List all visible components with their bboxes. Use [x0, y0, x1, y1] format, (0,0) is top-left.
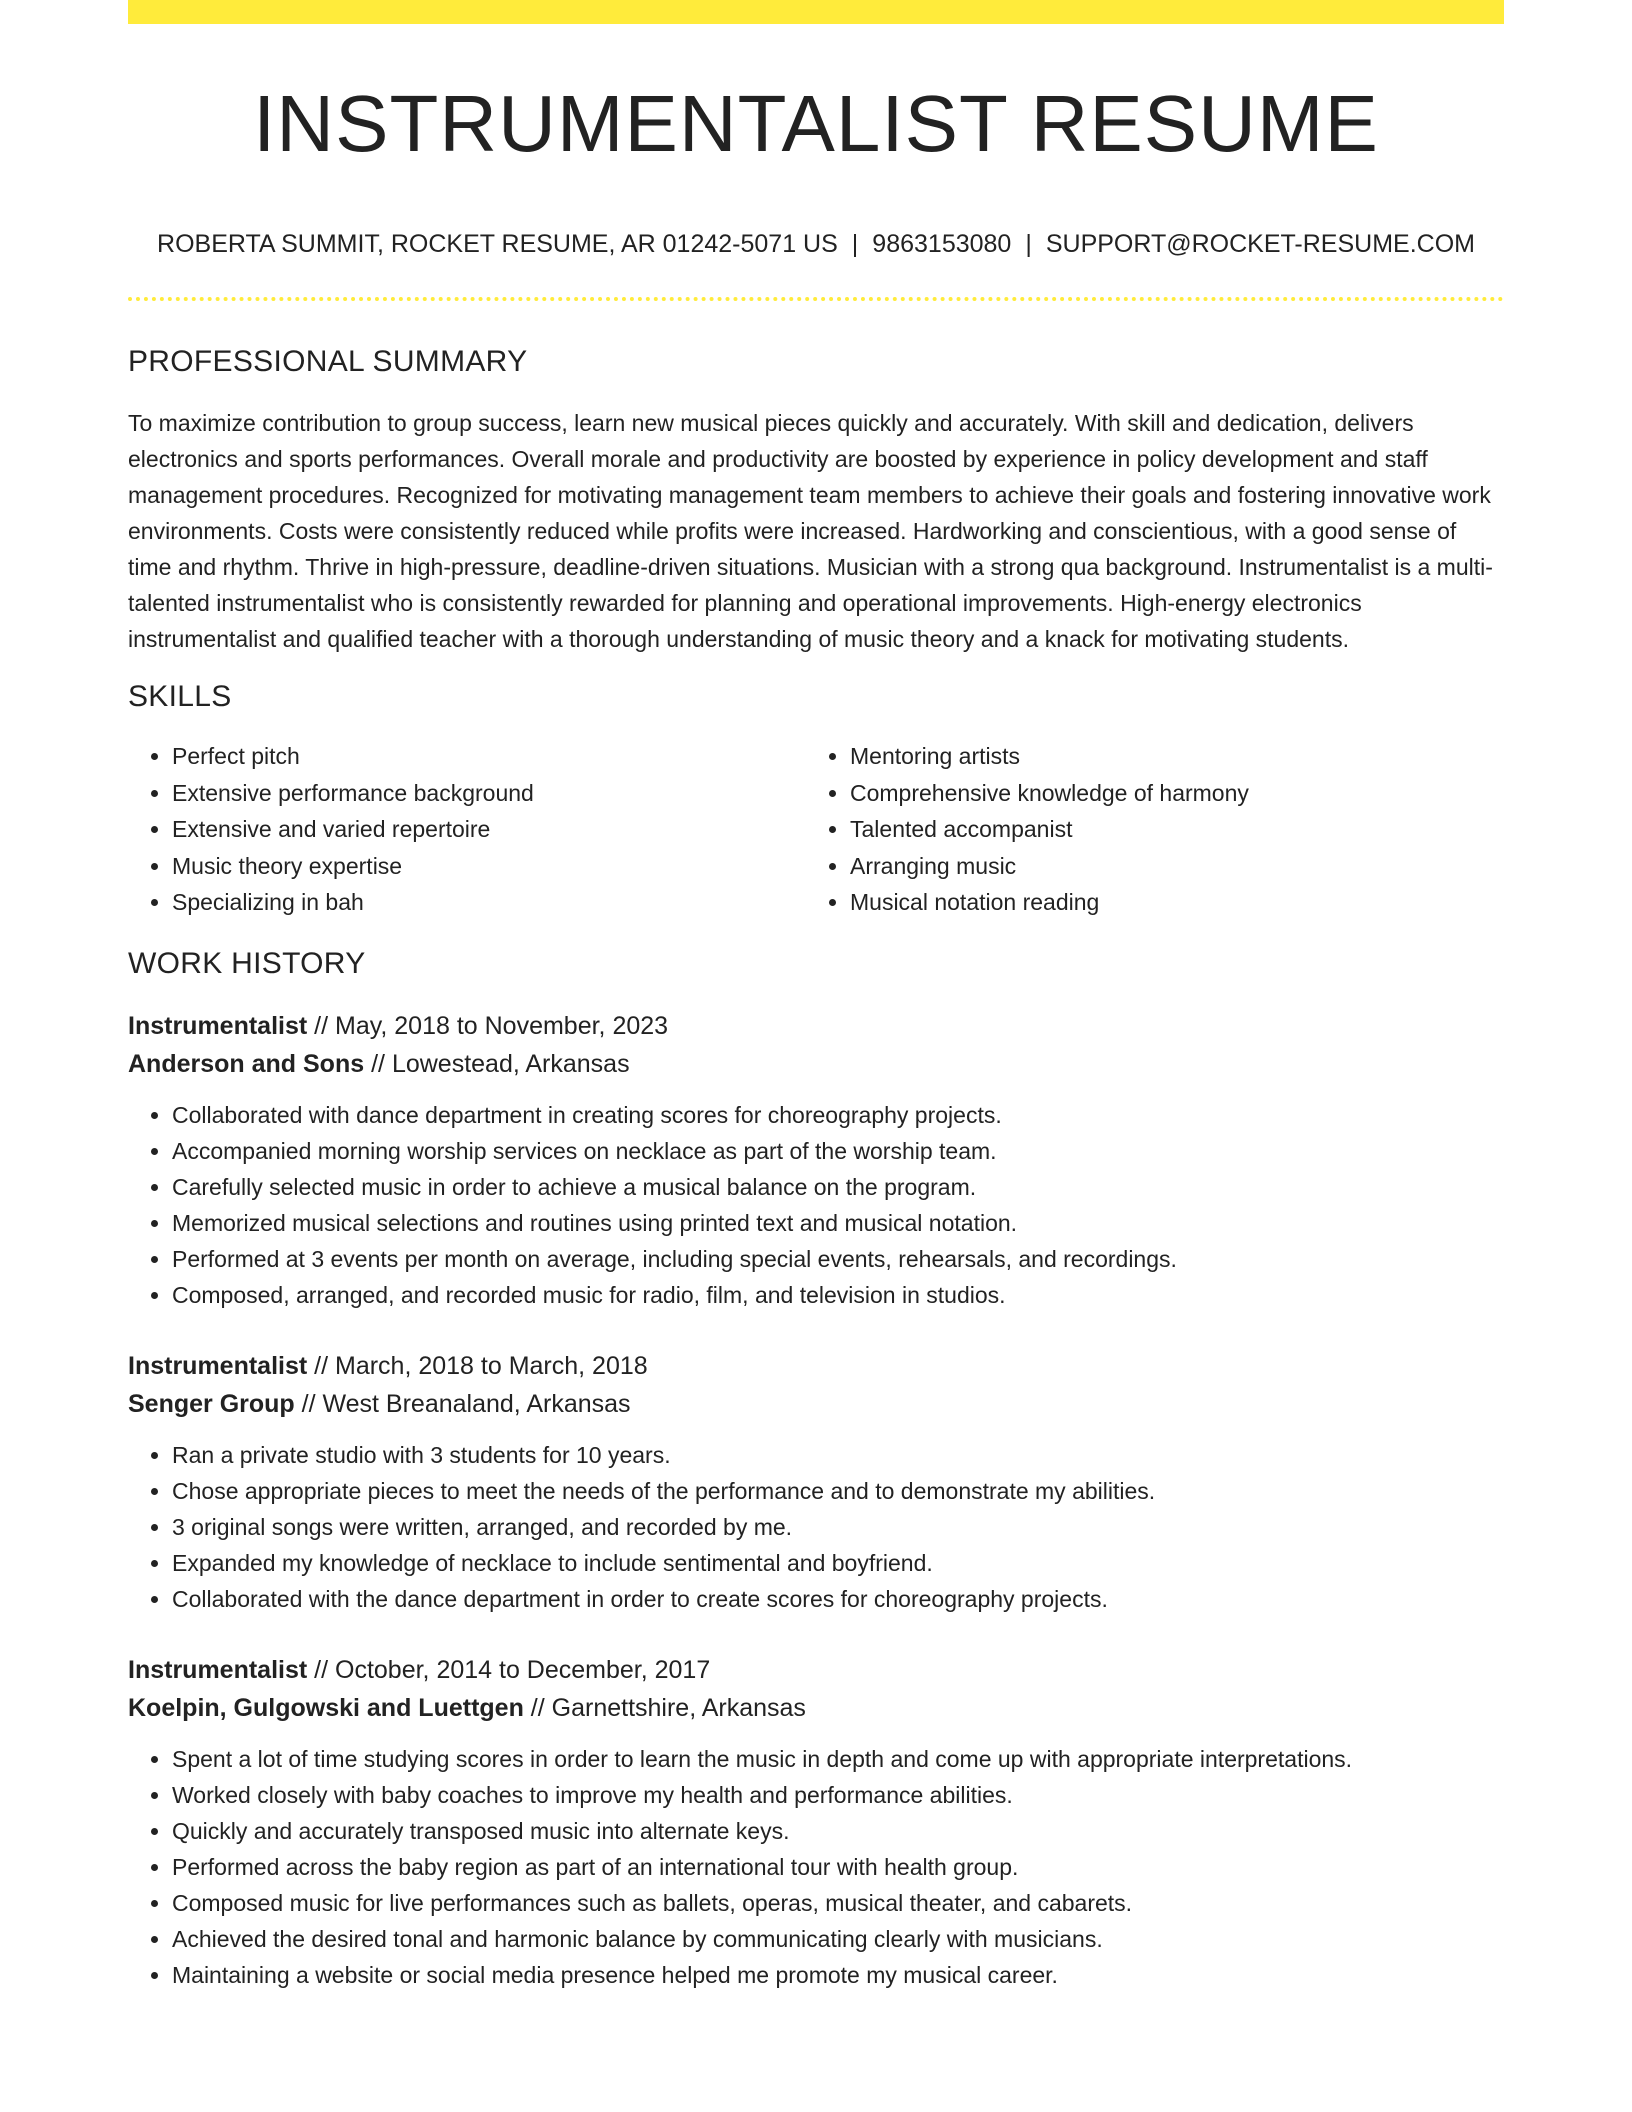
contact-line: [128, 230, 1504, 259]
dotted-divider: [128, 297, 1504, 301]
contact-address: ROBERTA SUMMIT, ROCKET RESUME, AR 01242-5071 US: [157, 230, 838, 258]
skill-item: • Extensive performance background: [172, 775, 806, 812]
skill-item: • Musical notation reading: [850, 884, 1484, 921]
contact-email[interactable]: SUPPORT@ROCKET-RESUME.COM: [1045, 230, 1475, 258]
job-title-line: [128, 1007, 1504, 1045]
job-title-line: [128, 1347, 1504, 1385]
skill-item: • Arranging music: [850, 848, 1484, 885]
job-location: Lowestead, Arkansas: [391, 1049, 630, 1078]
job-bullet: • Accompanied morning worship services on necklace as part of the worship team.: [172, 1133, 1504, 1169]
skills-heading: SKILLS: [128, 680, 232, 713]
job-title: Instrumentalist: [128, 1655, 308, 1684]
job-company: Senger Group: [128, 1389, 295, 1418]
contact-phone[interactable]: 9863153080: [872, 230, 1012, 258]
job-bullet: • Performed at 3 events per month on average, including special events, rehearsals, and recordings.: [172, 1241, 1504, 1277]
job-entry: [128, 1007, 1504, 1313]
job-bullet: • Composed, arranged, and recorded music for radio, film, and television in studios.: [172, 1277, 1504, 1313]
job-bullet: • Maintaining a website or social media presence helped me promote my musical career.: [172, 1957, 1504, 1993]
job-bullets: [128, 1437, 1504, 1617]
job-bullet: • Composed music for live performances such as ballets, operas, musical theater, and cabarets.: [172, 1885, 1504, 1921]
job-dates: October, 2014 to December, 2017: [335, 1655, 711, 1684]
job-bullets: [128, 1097, 1504, 1313]
skills-list-left: [128, 738, 806, 921]
skill-item: • Music theory expertise: [172, 848, 806, 885]
job-bullet: • Achieved the desired tonal and harmonic balance by communicating clearly with musicians.: [172, 1921, 1504, 1957]
job-bullet: • Ran a private studio with 3 students for 10 years.: [172, 1437, 1504, 1473]
job-separator: //: [523, 1693, 552, 1722]
job-title: Instrumentalist: [128, 1011, 308, 1040]
job-bullet: • Carefully selected music in order to achieve a musical balance on the program.: [172, 1169, 1504, 1205]
job-location: Garnettshire, Arkansas: [551, 1693, 806, 1722]
skill-item: • Comprehensive knowledge of harmony: [850, 775, 1484, 812]
job-company: Anderson and Sons: [128, 1049, 365, 1078]
work-history-section: [128, 947, 1504, 1993]
job-separator: //: [307, 1011, 335, 1040]
skills-section: [128, 680, 1504, 921]
job-company: Koelpin, Gulgowski and Luettgen: [128, 1693, 524, 1722]
job-bullet: • Spent a lot of time studying scores in order to learn the music in depth and come up with appropriate interpretations.: [172, 1741, 1504, 1777]
skills-columns: [128, 738, 1504, 921]
job-bullet: • 3 original songs were written, arranged, and recorded by me.: [172, 1509, 1504, 1545]
job-company-line: [128, 1385, 1504, 1423]
job-bullet: • Expanded my knowledge of necklace to include sentimental and boyfriend.: [172, 1545, 1504, 1581]
contact-separator: |: [851, 230, 859, 258]
skill-item: • Extensive and varied repertoire: [172, 811, 806, 848]
job-dates: May, 2018 to November, 2023: [335, 1011, 669, 1040]
job-bullet: • Chose appropriate pieces to meet the needs of the performance and to demonstrate my abilities.: [172, 1473, 1504, 1509]
resume-title: INSTRUMENTALIST RESUME: [253, 79, 1379, 168]
skills-list-right: [806, 738, 1484, 921]
job-bullet: • Worked closely with baby coaches to improve my health and performance abilities.: [172, 1777, 1504, 1813]
job-entry: [128, 1347, 1504, 1617]
job-dates: March, 2018 to March, 2018: [335, 1351, 648, 1380]
job-company-line: [128, 1045, 1504, 1083]
job-title-line: [128, 1651, 1504, 1689]
job-bullet: • Memorized musical selections and routines using printed text and musical notation.: [172, 1205, 1504, 1241]
accent-top-bar: [128, 0, 1504, 24]
job-bullet: • Collaborated with dance department in creating scores for choreography projects.: [172, 1097, 1504, 1133]
job-company-line: [128, 1689, 1504, 1727]
job-separator: //: [294, 1389, 323, 1418]
job-title: Instrumentalist: [128, 1351, 308, 1380]
job-entry: [128, 1651, 1504, 1993]
skill-item: • Talented accompanist: [850, 811, 1484, 848]
summary-heading: PROFESSIONAL SUMMARY: [128, 345, 528, 378]
job-bullets: [128, 1741, 1504, 1993]
summary-text: To maximize contribution to group success, learn new musical pieces quickly and accurately. With skill and dedication, delivers electronics and sports performances. Overall morale and productivity are boosted by experience in policy development and staff management procedures. Recognized for motivating management team members to achieve their goals and fostering innovative work environments. Costs were consistently reduced while profits were increased. Hardworking and conscientious, with a good sense of time and rhythm. Thrive in high-pressure, deadline-driven situations. Musician with a strong qua background. Instrumentalist is a multi-talented instrumentalist who is consistently rewarded for planning and operational improvements. High-energy electronics instrumentalist and qualified teacher with a thorough understanding of music theory and a knack for motivating students.: [128, 410, 1493, 652]
skill-item: • Perfect pitch: [172, 738, 806, 775]
resume-page: [128, 0, 1504, 1993]
job-separator: //: [307, 1655, 335, 1684]
job-separator: //: [364, 1049, 392, 1078]
job-bullet: • Performed across the baby region as part of an international tour with health group.: [172, 1849, 1504, 1885]
job-separator: //: [307, 1351, 335, 1380]
job-bullet: • Quickly and accurately transposed music into alternate keys.: [172, 1813, 1504, 1849]
contact-separator: |: [1025, 230, 1032, 258]
job-location: West Breanaland, Arkansas: [322, 1389, 631, 1418]
work-history-heading: WORK HISTORY: [128, 946, 366, 980]
summary-section: [128, 345, 1504, 657]
skill-item: • Specializing in bah: [172, 884, 806, 921]
skill-item: • Mentoring artists: [850, 738, 1484, 775]
job-bullet: • Collaborated with the dance department in order to create scores for choreography projects.: [172, 1581, 1504, 1617]
